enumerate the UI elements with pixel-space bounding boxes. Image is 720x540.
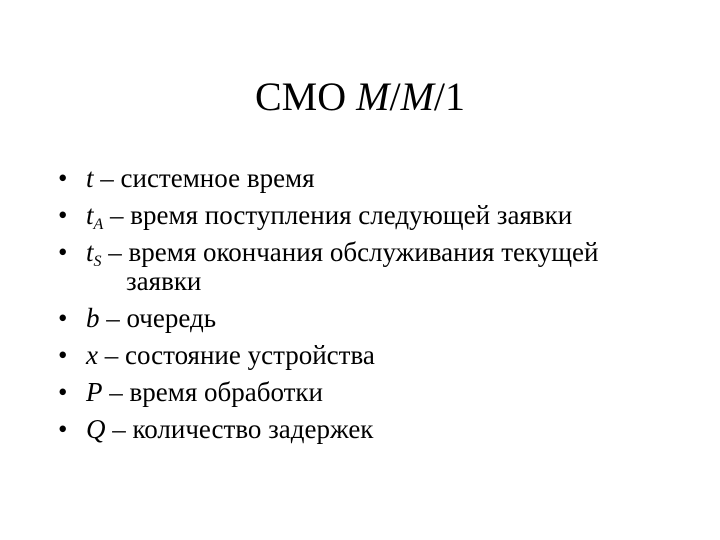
bullet-item-x bbox=[58, 337, 678, 374]
bullet-variable: t bbox=[86, 200, 94, 230]
bullet-item-t bbox=[58, 160, 678, 197]
slide-title bbox=[0, 73, 720, 121]
bullet-text: – количество задержек bbox=[105, 414, 374, 444]
bullet-item-ts bbox=[58, 234, 678, 300]
bullet-icon: • bbox=[58, 340, 68, 370]
bullet-variable: Q bbox=[86, 414, 106, 444]
bullet-icon: • bbox=[58, 163, 68, 193]
bullet-variable: b bbox=[86, 303, 100, 333]
bullet-variable: t bbox=[86, 237, 94, 267]
bullet-variable: t bbox=[86, 163, 94, 193]
bullet-text: – время поступления следующей заявки bbox=[103, 200, 573, 230]
bullet-icon: • bbox=[58, 303, 68, 333]
bullet-subscript: S bbox=[93, 253, 102, 270]
bullet-text: – системное время bbox=[93, 163, 315, 193]
bullet-icon: • bbox=[58, 377, 68, 407]
bullet-text: – время окончания обслуживания текущей bbox=[101, 237, 599, 267]
bullet-item-q bbox=[58, 411, 678, 448]
bullet-item-ta bbox=[58, 197, 678, 234]
bullet-variable: P bbox=[86, 377, 103, 407]
bullet-variable: x bbox=[86, 340, 98, 370]
bullet-icon: • bbox=[58, 200, 68, 230]
bullet-subscript: A bbox=[93, 216, 104, 233]
title-var-m2: M bbox=[400, 74, 434, 119]
bullet-continuation: заявки bbox=[126, 266, 202, 296]
bullet-item-p bbox=[58, 374, 678, 411]
title-prefix: СМО bbox=[254, 74, 357, 119]
bullet-icon: • bbox=[58, 414, 68, 444]
bullet-list bbox=[58, 160, 678, 448]
bullet-text: – состояние устройства bbox=[97, 340, 375, 370]
bullet-text: – очередь bbox=[99, 303, 217, 333]
title-var-m1: M bbox=[356, 74, 390, 119]
title-suffix: /1 bbox=[433, 74, 466, 119]
bullet-text: – время обработки bbox=[102, 377, 323, 407]
bullet-icon: • bbox=[58, 237, 68, 267]
bullet-item-b bbox=[58, 300, 678, 337]
title-sep: / bbox=[389, 74, 401, 119]
